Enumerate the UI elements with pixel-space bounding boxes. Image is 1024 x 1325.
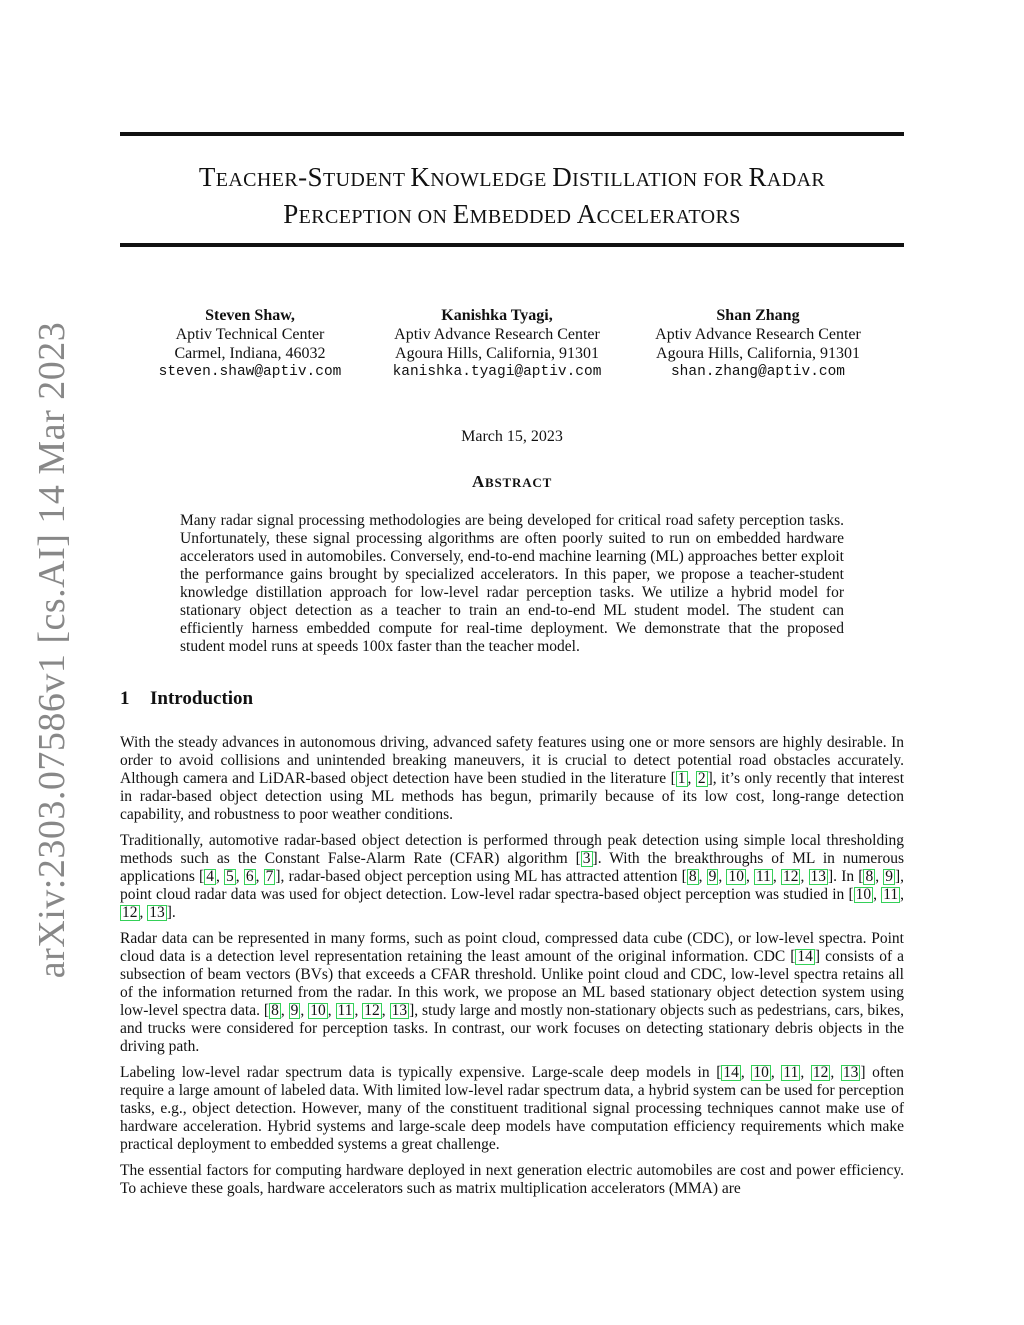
citation-link[interactable]: 12 — [812, 1064, 829, 1081]
citation-link[interactable]: 11 — [337, 1002, 353, 1019]
citation-link[interactable]: 9 — [290, 1002, 299, 1019]
citation-link[interactable]: 5 — [226, 868, 234, 885]
title-initial: D — [552, 162, 573, 192]
paper-title — [120, 160, 904, 234]
author-block — [120, 306, 380, 382]
citation-link[interactable]: 14 — [723, 1064, 739, 1081]
citation-link[interactable]: 9 — [885, 868, 894, 885]
citation-link[interactable]: 11 — [755, 868, 771, 885]
citation-link[interactable]: 12 — [782, 868, 799, 885]
citation-link[interactable]: 8 — [865, 868, 874, 885]
author-location: Agoura Hills, California, 91301 — [395, 345, 599, 362]
title-fragment: CCELERATORS — [596, 206, 741, 228]
citation-link[interactable]: 14 — [797, 948, 813, 965]
citation-link[interactable]: 11 — [783, 1064, 799, 1081]
title-line-2 — [120, 197, 904, 234]
author-name: Steven Shaw, — [205, 307, 295, 324]
body-paragraph: Labeling low-level radar spectrum data is typically expensive. Large-scale deep models in [ 14 , 10 , 11 , 12 , 13 ] often require a large amount of labeled data. With limited low-level radar spectrum data, a hybrid system can be used for perception tasks, e.g., object detection. However, many of the constituent traditional signal processing techniques cannot make use of hardware acceleration. Hybrid systems and large-scale deep models have computation efficiency requirements which make practical deployment to embedded systems a great challenge. — [120, 1064, 905, 1153]
author-affiliation: Aptiv Technical Center — [175, 326, 325, 343]
citation-link[interactable]: 10 — [753, 1064, 769, 1081]
body-paragraph: The essential factors for computing hardware deployed in next generation electric automobiles are cost and power efficiency. To achieve these goals, hardware accelerators such as matrix multiplication accelerators (MMA) are — [120, 1162, 904, 1197]
title-initial: K — [410, 162, 431, 192]
author-name: Shan Zhang — [716, 307, 800, 324]
title-fragment: ERCEPTION ON — [298, 206, 453, 228]
title-fragment: NOWLEDGE — [430, 169, 553, 191]
title-initial: P — [283, 199, 299, 229]
title-initial: E — [452, 199, 470, 229]
author-block — [367, 306, 627, 382]
title-line-1 — [120, 160, 904, 197]
title-rule-top — [120, 132, 904, 136]
title-initial: S — [307, 162, 323, 192]
introduction-body — [120, 734, 904, 1206]
citation-link[interactable]: 13 — [149, 904, 165, 921]
citation-link[interactable]: 7 — [265, 868, 274, 885]
author-location: Agoura Hills, California, 91301 — [656, 345, 860, 362]
title-fragment: TUDENT — [322, 169, 411, 191]
author-affiliation: Aptiv Advance Research Center — [394, 326, 600, 343]
section-number: 1 — [120, 688, 130, 709]
author-affiliation: Aptiv Advance Research Center — [655, 326, 861, 343]
citation-link[interactable]: 9 — [708, 868, 717, 885]
citation-link[interactable]: 13 — [810, 868, 827, 885]
author-email[interactable]: steven.shaw@aptiv.com — [158, 364, 342, 380]
title-initial: R — [748, 162, 767, 192]
body-paragraph: Traditionally, automotive radar-based object detection is performed through peak detection using simple local thresholding methods such as the Constant False-Alarm Rate (CFAR) algorithm [ 3 ]. With the breakthroughs of ML in numerous applications [ 4 , 5 , 6 , 7 ], radar-based object perception using ML has attracted attention [ 8 , 9 , 10 , 11 , 12 , 13 ]. In [ 8 , 9 ], point cloud radar data was used for object detection. Low-level radar spectra-based object perception was studied in [ 10 , 11 , 12 , 13 ]. — [120, 832, 905, 921]
citation-link[interactable]: 10 — [855, 886, 872, 903]
citation-link[interactable]: 13 — [391, 1002, 408, 1019]
citation-link[interactable]: 12 — [364, 1002, 380, 1019]
publication-date: March 15, 2023 — [461, 428, 563, 445]
citation-link[interactable]: 8 — [688, 868, 697, 885]
citation-link[interactable]: 1 — [677, 770, 686, 787]
author-email[interactable]: kanishka.tyagi@aptiv.com — [392, 364, 602, 380]
citation-link[interactable]: 4 — [206, 868, 214, 885]
section-title: Introduction — [150, 688, 254, 709]
citation-link[interactable]: 10 — [310, 1002, 326, 1019]
citation-link[interactable]: 13 — [842, 1064, 859, 1081]
author-block — [628, 306, 888, 382]
citation-link[interactable]: 2 — [697, 770, 706, 787]
title-fragment: MBEDDED — [469, 206, 577, 228]
citation-link[interactable]: 11 — [883, 886, 899, 903]
title-fragment: - — [298, 162, 308, 192]
title-fragment: EACHER — [215, 169, 299, 191]
abstract-heading-rest: BSTRACT — [485, 475, 553, 490]
abstract-text: Many radar signal processing methodologies are being developed for critical road safety perception tasks. Unfortunately, these signal processing algorithms are often poorly suited to run on embedded hardware accelerators used in automobiles. Conversely, end-to-end machine learning (ML) approaches better exploit the performance gains brought by specialized accelerators. In this paper, we propose a teacher-student knowledge distillation approach for low-level radar perception tasks. We utilize a hybrid model for stationary object detection as a teacher to train an end-to-end ML student model. The student can efficiently harness embedded compute for real-time deployment. We demonstrate that the proposed student model runs at speeds 100x faster than the teacher model. — [180, 512, 844, 655]
citation-link[interactable]: 8 — [271, 1002, 279, 1019]
citation-link[interactable]: 3 — [582, 850, 591, 867]
citation-link[interactable]: 10 — [728, 868, 744, 885]
author-location: Carmel, Indiana, 46032 — [174, 345, 326, 362]
title-fragment: ADAR — [766, 169, 826, 191]
title-fragment: ISTILLATION FOR — [572, 169, 749, 191]
abstract-heading — [0, 472, 1024, 492]
title-initial: T — [198, 162, 216, 192]
author-email[interactable]: shan.zhang@aptiv.com — [670, 364, 846, 380]
body-paragraph: With the steady advances in autonomous driving, advanced safety features using one or more sensors are highly desirable. In order to avoid collisions and unintended breaking maneuvers, it is crucial to detect potential road obstacles accurately. Although camera and LiDAR-based object detection have been studied in the literature [ 1 , 2 ], it’s only recently that interest in radar-based object detection using ML methods has begun, primarily because of its low cost, long-range detection capability, and robustness to poor weather conditions. — [120, 734, 904, 823]
citation-link[interactable]: 6 — [245, 868, 254, 885]
author-name: Kanishka Tyagi, — [441, 307, 553, 324]
title-rule-bottom — [120, 243, 904, 247]
section-heading — [120, 688, 253, 710]
citation-link[interactable]: 12 — [122, 904, 138, 921]
abstract-heading-initial: A — [471, 472, 486, 491]
title-initial: A — [576, 199, 597, 229]
arxiv-identifier: arXiv:2303.07586v1 [cs.AI] 14 Mar 2023 — [31, 321, 73, 979]
body-paragraph: Radar data can be represented in many forms, such as point cloud, compressed data cube (CDC), or low-level spectra. Point cloud data is a detection level representation retaining the least amount of the original information. CDC [ 14 ] consists of a subsection of beam vectors (BVs) that exceeds a CFAR threshold. Unlike point cloud and CDC, low-level spectra retains all of the information returned from the radar. In this work, we propose an ML based stationary object detection system using low-level spectra data. [ 8 , 9 , 10 , 11 , 12 , 13 ], study large and mostly non-stationary objects such as pedestrians, cars, bikes, and trucks were considered for perception tasks. In contrast, our work focuses on detecting stationary debris objects in the driving path. — [120, 930, 905, 1055]
